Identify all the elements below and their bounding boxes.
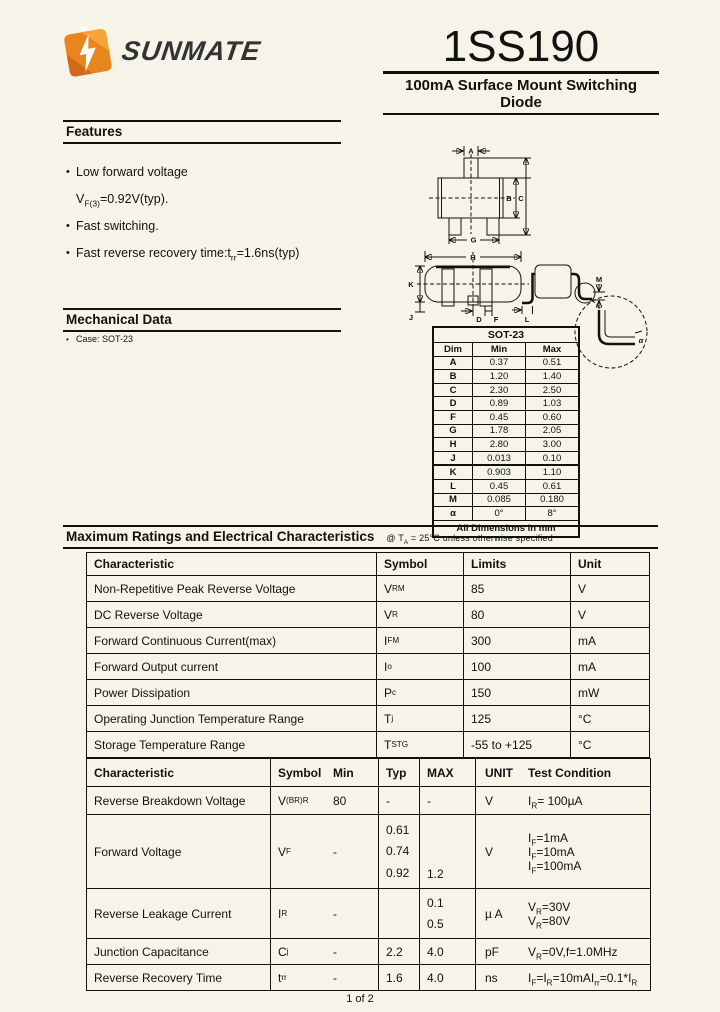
features-list: [66, 158, 366, 266]
mechanical-text: Case: SOT-23: [76, 334, 134, 344]
sunmate-logo: [58, 22, 261, 80]
cell-max: 4.0: [419, 938, 475, 964]
max-value: 0.1: [427, 896, 444, 911]
cell-characteristic: Operating Junction Temperature Range: [87, 705, 376, 731]
sunmate-logo-icon: [58, 22, 116, 80]
table-row: [434, 479, 578, 493]
cell-unit-condition: [475, 964, 650, 990]
cell-unit: V: [485, 844, 494, 859]
cell-dim: F: [434, 410, 472, 424]
cell-characteristic: Power Dissipation: [87, 679, 376, 705]
cell-min: 0.89: [472, 396, 525, 410]
table-row: [87, 705, 649, 731]
cell-max: -: [419, 786, 475, 814]
feature-text: Low forward voltage: [76, 164, 188, 179]
dim-label-b: B: [506, 194, 512, 203]
table-row: [87, 653, 649, 679]
feature-item: [66, 212, 366, 239]
typ-value: 0.92: [386, 866, 410, 881]
table-row: [434, 493, 578, 507]
cell-characteristic: DC Reverse Voltage: [87, 601, 376, 627]
electrical-table-header: [87, 759, 650, 786]
cell-limits: 150: [463, 679, 570, 705]
cell-min: 1.20: [472, 369, 525, 383]
table-row: [87, 814, 650, 888]
cell-limits: -55 to +125: [463, 731, 570, 757]
table-row: [87, 627, 649, 653]
max-ratings-table: [86, 552, 650, 758]
cell-max: 0.51: [525, 356, 578, 370]
cell-max: 3.00: [525, 437, 578, 451]
cell-max: 0.60: [525, 410, 578, 424]
table-row: [434, 437, 578, 451]
cell-unit: µ A: [485, 906, 503, 921]
cell-max: [419, 814, 475, 888]
title-block: [383, 24, 659, 115]
cell-unit: mW: [570, 679, 649, 705]
col-symbol: Symbol: [278, 765, 322, 780]
cell-max: [419, 888, 475, 938]
electrical-table: [86, 758, 651, 991]
ratings-heading-text: Maximum Ratings and Electrical Characteristics: [66, 529, 375, 544]
title-rule: [383, 71, 659, 74]
cell-max: 1.40: [525, 369, 578, 383]
table-row: [434, 410, 578, 424]
dim-label-f: F: [493, 315, 499, 324]
dim-label-l: L: [524, 315, 530, 324]
cell-typ: -: [378, 786, 419, 814]
cell-min: 0°: [472, 506, 525, 520]
cell-symbol: T STG: [376, 731, 463, 757]
max-ratings-header: [87, 553, 649, 575]
dimensions-table-footer: All Dimensions in mm: [434, 520, 578, 536]
col-characteristic: Characteristic: [94, 557, 175, 571]
col-dim: Dim: [434, 342, 472, 356]
cell-limits: 100: [463, 653, 570, 679]
cell-typ: 1.6: [378, 964, 419, 990]
cell-unit: mA: [570, 653, 649, 679]
table-row: [434, 451, 578, 465]
bullet: •: [66, 219, 70, 232]
cell-unit: °C: [570, 731, 649, 757]
cell-unit-condition: [475, 888, 650, 938]
cell-symbol: P c: [376, 679, 463, 705]
col-limits: Limits: [463, 553, 570, 575]
col-unit: Unit: [570, 553, 649, 575]
cell-dim: C: [434, 383, 472, 397]
dim-label-c: C: [518, 194, 524, 203]
dim-label-d: D: [476, 315, 482, 324]
features-heading: Features: [63, 120, 341, 144]
cell-min: 0.45: [472, 479, 525, 493]
cell-condition: $I_F=10mA$: [528, 844, 575, 861]
cell-limits: 300: [463, 627, 570, 653]
cell-min: 1.78: [472, 424, 525, 438]
bullet: •: [66, 165, 70, 178]
cell-symbol: V RM: [376, 575, 463, 601]
mechanical-list: [66, 332, 366, 346]
cell-dim: M: [434, 493, 472, 507]
cell-min: 0.085: [472, 493, 525, 507]
col-unit: UNIT: [485, 765, 513, 780]
dimensions-table-rows: [434, 356, 578, 520]
dimensions-table: [432, 326, 580, 538]
cell-max: 8°: [525, 506, 578, 520]
table-row: [434, 383, 578, 397]
cell-condition: $V_R=80V$: [528, 913, 571, 930]
cell-characteristic: Forward Voltage: [87, 814, 270, 888]
cell-condition: $I_F=100mA$: [528, 858, 582, 875]
cell-max: 0.180: [525, 493, 578, 507]
table-row: [87, 786, 650, 814]
cell-symbol: V (BR)R: [278, 793, 309, 808]
cell-unit-condition: [475, 786, 650, 814]
col-min: Min: [333, 765, 354, 780]
cell-limits: 85: [463, 575, 570, 601]
cell-unit-condition: [475, 814, 650, 888]
cell-condition: $I_F=I_R=10mAI_{rr}=0.1*I_R$: [528, 970, 638, 987]
cell-characteristic: Reverse Leakage Current: [87, 888, 270, 938]
dimensions-table-header: [434, 342, 578, 356]
cell-characteristic: Storage Temperature Range: [87, 731, 376, 757]
cell-symbol: C j: [278, 944, 289, 959]
col-typ: Typ: [378, 759, 419, 786]
feature-text: Fast switching.: [76, 218, 159, 233]
feature-item: [66, 185, 366, 212]
col-unit-condition: [475, 759, 650, 786]
cell-symbol-min: [270, 888, 378, 938]
dim-label-g: G: [470, 235, 477, 245]
cell-typ: [378, 888, 419, 938]
col-max: MAX: [419, 759, 475, 786]
cell-dim: D: [434, 396, 472, 410]
cell-dim: α: [434, 506, 472, 520]
table-row: [434, 506, 578, 520]
cell-symbol: V F: [278, 844, 291, 859]
cell-unit: V: [570, 601, 649, 627]
col-characteristic: Characteristic: [94, 765, 175, 780]
cell-unit: pF: [485, 944, 500, 959]
cell-min: -: [333, 844, 337, 859]
cell-max: 2.50: [525, 383, 578, 397]
dimensions-table-title: SOT-23: [487, 329, 525, 341]
cell-condition: $V_R=0V,f=1.0MHz$: [528, 944, 618, 961]
table-row: [87, 964, 650, 990]
cell-symbol: T j: [376, 705, 463, 731]
table-row: [87, 938, 650, 964]
cell-condition: $V_R=30V$: [528, 899, 571, 916]
col-max: Max: [525, 342, 578, 356]
part-subtitle: 100mA Surface Mount Switching Diode: [405, 77, 637, 111]
cell-max: 0.61: [525, 479, 578, 493]
table-row: [87, 731, 649, 757]
col-condition: Test Condition: [528, 765, 612, 780]
cell-min: 0.45: [472, 410, 525, 424]
cell-typ: 2.2: [378, 938, 419, 964]
dim-label-k: K: [408, 280, 414, 289]
cell-unit: V: [570, 575, 649, 601]
cell-symbol: t rr: [278, 970, 287, 985]
cell-max: 2.05: [525, 424, 578, 438]
dim-label-m: M: [595, 275, 603, 284]
cell-min: -: [333, 944, 337, 959]
feature-text: $V_{F(3)}=0.92V(typ)$.: [76, 191, 169, 208]
cell-condition: $I_R= 100\mu A$: [528, 793, 583, 810]
cell-max: 4.0: [419, 964, 475, 990]
feature-text: Fast reverse recovery $time:t_{rr}=1.6ns(typ)$: [76, 245, 300, 262]
bullet: •: [66, 246, 70, 259]
cell-min: 0.37: [472, 356, 525, 370]
cell-condition: $I_F=1mA$: [528, 830, 569, 847]
dim-label-j: J: [408, 313, 414, 322]
typ-value: 0.61: [386, 822, 410, 837]
typ-value: 0.74: [386, 844, 410, 859]
max-value: 0.5: [427, 916, 444, 931]
cell-characteristic: Reverse Breakdown Voltage: [87, 786, 270, 814]
dim-label-h: H: [470, 253, 476, 262]
cell-typ: [378, 814, 419, 888]
ratings-heading: [63, 525, 658, 549]
cell-characteristic: Reverse Recovery Time: [87, 964, 270, 990]
feature-item: [66, 239, 366, 266]
table-row: [434, 396, 578, 410]
cell-min: 2.30: [472, 383, 525, 397]
dim-label-a: A: [468, 146, 474, 156]
cell-characteristic: Forward Output current: [87, 653, 376, 679]
cell-min: -: [333, 970, 337, 985]
subtitle-rule: [383, 113, 659, 115]
table-row: [87, 601, 649, 627]
cell-symbol: I o: [376, 653, 463, 679]
col-min: Min: [472, 342, 525, 356]
cell-min: 0.013: [472, 451, 525, 465]
col-symbol: Symbol: [376, 553, 463, 575]
bullet: •: [66, 334, 69, 344]
table-row: [434, 464, 578, 479]
cell-limits: 125: [463, 705, 570, 731]
cell-unit-condition: [475, 938, 650, 964]
cell-min: 2.80: [472, 437, 525, 451]
table-row: [87, 888, 650, 938]
table-row: [434, 369, 578, 383]
cell-symbol: V R: [376, 601, 463, 627]
cell-dim: A: [434, 356, 472, 370]
cell-symbol: I R: [278, 906, 288, 921]
cell-dim: G: [434, 424, 472, 438]
table-row: [434, 356, 578, 370]
cell-symbol-min: [270, 786, 378, 814]
page-footer: 1 of 2: [346, 993, 374, 1005]
feature-item: [66, 158, 366, 185]
mechanical-item: [66, 332, 366, 346]
cell-characteristic: Forward Continuous Current(max): [87, 627, 376, 653]
cell-max: 1.10: [525, 464, 578, 479]
cell-characteristic: Junction Capacitance: [87, 938, 270, 964]
cell-dim: L: [434, 479, 472, 493]
cell-unit: mA: [570, 627, 649, 653]
cell-symbol-min: [270, 814, 378, 888]
brand-wordmark: SUNMATE: [119, 35, 263, 66]
cell-unit: °C: [570, 705, 649, 731]
cell-min: 0.903: [472, 464, 525, 479]
cell-dim: K: [434, 464, 472, 479]
cell-max: 0.10: [525, 451, 578, 465]
cell-dim: J: [434, 451, 472, 465]
cell-min: 80: [333, 793, 347, 808]
max-ratings-rows: [87, 575, 649, 757]
cell-limits: 80: [463, 601, 570, 627]
cell-max: 1.03: [525, 396, 578, 410]
table-row: [434, 424, 578, 438]
max-value: 1.2: [427, 867, 444, 881]
ratings-note: @ $T_A = 25^\circ C$ unless otherwise specified: [386, 533, 553, 546]
cell-symbol-min: [270, 964, 378, 990]
part-number-title: 1SS190: [442, 22, 600, 71]
col-symbol-min: [270, 759, 378, 786]
cell-min: -: [333, 906, 337, 921]
cell-symbol: I FM: [376, 627, 463, 653]
cell-unit: ns: [485, 970, 498, 985]
table-row: [87, 575, 649, 601]
table-row: [87, 679, 649, 705]
cell-unit: V: [485, 793, 494, 808]
cell-symbol-min: [270, 938, 378, 964]
cell-dim: B: [434, 369, 472, 383]
dim-label-alpha: α: [638, 336, 644, 345]
cell-characteristic: Non-Repetitive Peak Reverse Voltage: [87, 575, 376, 601]
mechanical-heading: Mechanical Data: [63, 308, 341, 332]
cell-dim: H: [434, 437, 472, 451]
